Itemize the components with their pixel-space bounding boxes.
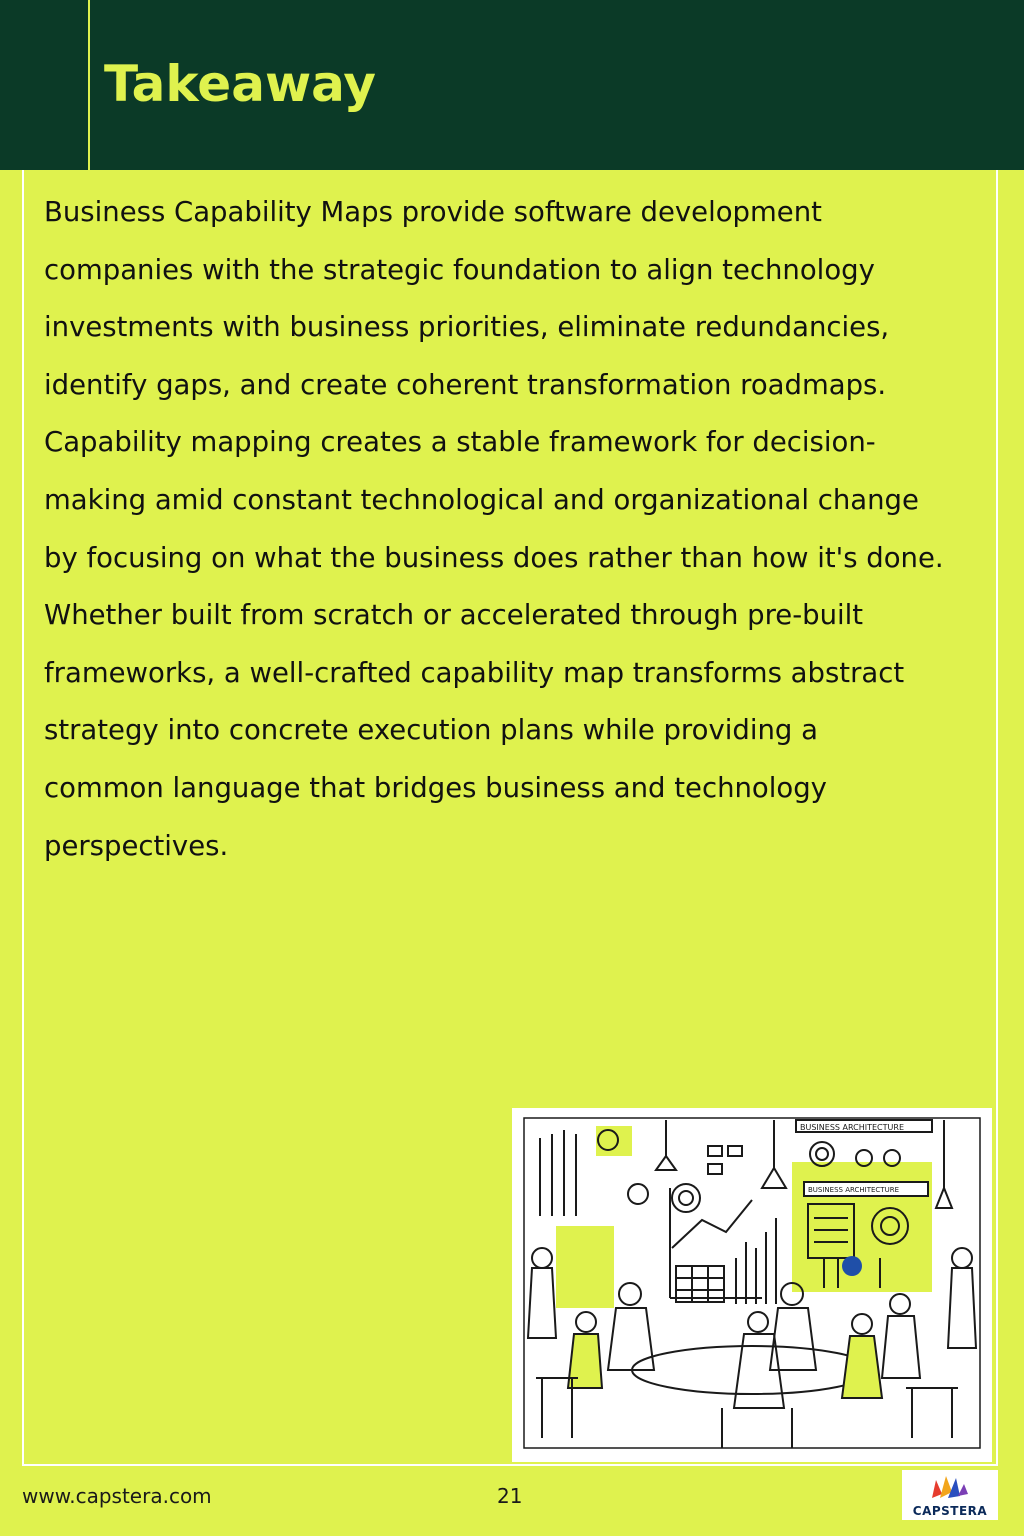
sign-top-label: BUSINESS ARCHITECTURE bbox=[800, 1123, 904, 1132]
paragraph-line: by focusing on what the business does rather than how it's done. bbox=[44, 541, 944, 574]
header-divider bbox=[88, 0, 90, 170]
page-number: 21 bbox=[497, 1484, 523, 1508]
capstera-logo bbox=[902, 1470, 998, 1520]
team-meeting-illustration bbox=[512, 1108, 992, 1462]
capstera-logo-icon bbox=[902, 1470, 998, 1504]
takeaway-paragraph bbox=[44, 184, 984, 875]
paragraph-line: Business Capability Maps provide software development bbox=[44, 196, 822, 228]
sign-inner-label: BUSINESS ARCHITECTURE bbox=[808, 1186, 899, 1194]
paragraph-line: strategy into concrete execution plans while providing a bbox=[44, 714, 818, 747]
page-header bbox=[0, 0, 1024, 170]
logo-wordmark: CAPSTERA bbox=[912, 1504, 988, 1518]
paragraph-line: companies with the strategic foundation to align technology bbox=[44, 253, 875, 286]
paragraph-line: frameworks, a well-crafted capability map transforms abstract bbox=[44, 656, 905, 689]
paragraph-line: making amid constant technological and organizational change bbox=[44, 483, 919, 516]
paragraph-line: identify gaps, and create coherent transformation roadmaps. bbox=[44, 368, 887, 401]
paragraph-line: Whether built from scratch or accelerated through pre-built bbox=[44, 599, 864, 632]
page-title: Takeaway bbox=[104, 55, 376, 113]
paragraph-line: investments with business priorities, eliminate redundancies, bbox=[44, 311, 890, 344]
paragraph-line: perspectives. bbox=[44, 829, 229, 862]
paragraph-line: common language that bridges business and technology bbox=[44, 771, 827, 804]
footer-website-link[interactable]: www.capstera.com bbox=[22, 1484, 212, 1508]
paragraph-line: Capability mapping creates a stable framework for decision- bbox=[44, 426, 876, 459]
